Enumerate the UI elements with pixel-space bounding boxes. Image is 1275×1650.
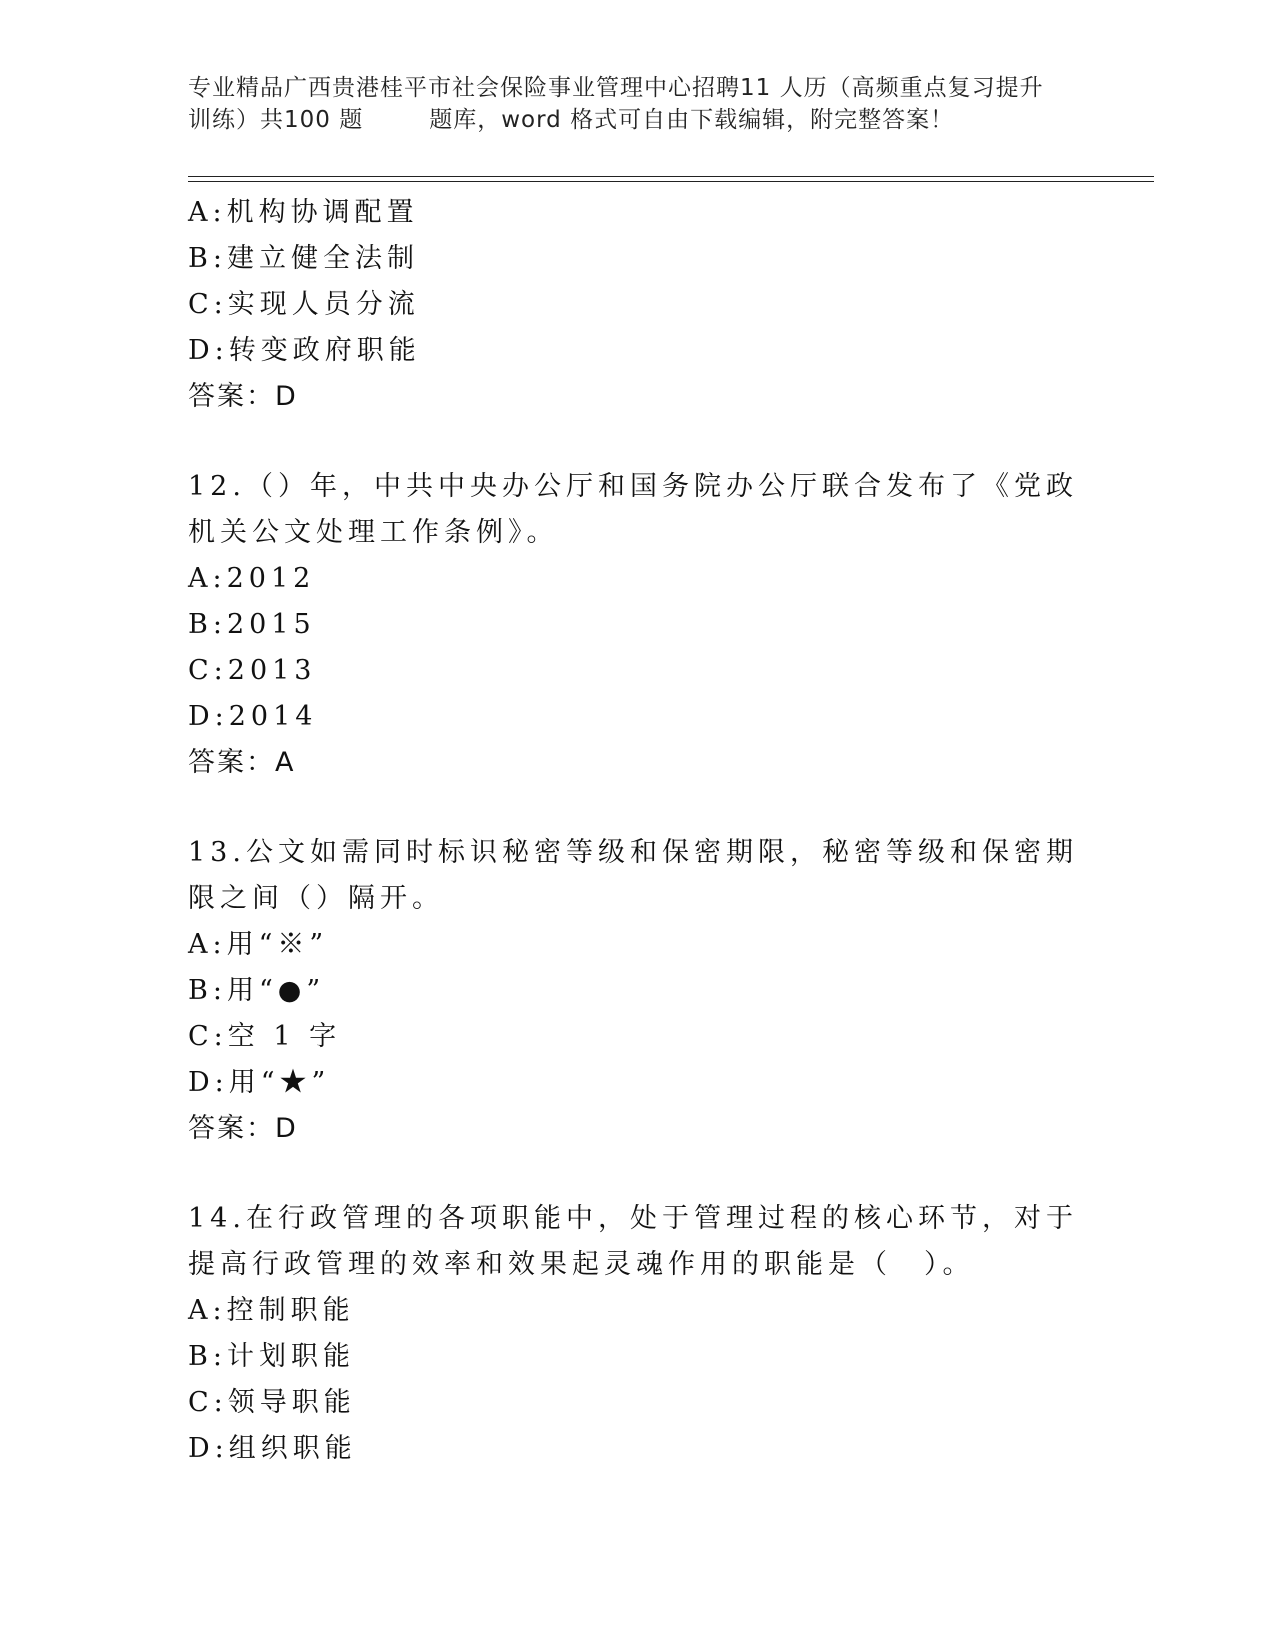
header-title-line-2 [188,104,1068,136]
option-key: B: [188,1341,227,1372]
option-d [188,1426,1088,1472]
option-text: 2015 [226,609,316,640]
question-stem: 14.在行政管理的各项职能中，处于管理过程的核心环节，对于提高行政管理的效率和效果起灵魂作用的职能是（ ）。 [188,1203,1078,1280]
option-c [188,282,1088,328]
option-key: A: [188,563,227,594]
option-key: B: [188,243,227,274]
option-key: D: [188,701,229,732]
question-12 [188,464,1088,786]
header-title-line-2-left: 训练）共100 题 [188,107,364,133]
option-text: 2013 [227,655,317,686]
header-title-line-1: 专业精品广西贵港桂平市社会保险事业管理中心招聘11 人历（高频重点复习提升 [188,75,1044,101]
option-d [188,328,1088,374]
option-key: C: [188,655,228,686]
option-key: D: [188,1067,229,1098]
header-title-line-2-right: 题库，word 格式可自由下载编辑，附完整答案！ [429,107,955,133]
option-key: D: [188,335,229,366]
option-text: 2014 [228,701,318,732]
option-c [188,1014,1088,1060]
option-key: C: [188,1021,228,1052]
answer-line: 答案：D [188,1113,298,1144]
option-c [188,1380,1088,1426]
option-text: 组织职能 [228,1433,357,1464]
option-key: B: [188,975,227,1006]
option-text: 用“●” [226,975,326,1006]
option-text: 计划职能 [226,1341,355,1372]
option-d [188,1060,1088,1106]
option-key: C: [188,289,228,320]
option-c [188,648,1088,694]
option-a [188,922,1088,968]
option-key: A: [188,197,227,228]
option-text: 转变政府职能 [228,335,421,366]
question-stem: 12.（）年，中共中央办公厅和国务院办公厅联合发布了《党政机关公文处理工作条例》。 [188,471,1078,548]
option-text: 领导职能 [227,1387,356,1418]
question-list [188,190,1088,1472]
option-key: C: [188,1387,228,1418]
header-divider-bottom [188,181,1154,182]
header-divider-top [188,176,1154,177]
option-a [188,190,1088,236]
option-key: D: [188,1433,229,1464]
option-a [188,1288,1088,1334]
option-text: 2012 [226,563,316,594]
option-key: B: [188,609,227,640]
option-text: 用“★” [228,1067,331,1098]
option-b [188,1334,1088,1380]
question-11 [188,190,1088,420]
option-b [188,968,1088,1014]
option-b [188,602,1088,648]
question-13 [188,830,1088,1152]
option-text: 建立健全法制 [226,243,419,274]
option-text: 控制职能 [226,1295,355,1326]
option-key: A: [188,1295,227,1326]
option-text: 实现人员分流 [227,289,420,320]
option-key: A: [188,929,227,960]
option-b [188,236,1088,282]
option-d [188,694,1088,740]
question-stem: 13.公文如需同时标识秘密等级和保密期限，秘密等级和保密期限之间（）隔开。 [188,837,1078,914]
option-text: 空 1 字 [227,1021,342,1052]
option-text: 用“※” [226,929,329,960]
option-text: 机构协调配置 [226,197,419,228]
answer-line: 答案：D [188,381,298,412]
question-14 [188,1196,1088,1472]
option-a [188,556,1088,602]
document-header [188,72,1068,136]
answer-line: 答案：A [188,747,296,778]
